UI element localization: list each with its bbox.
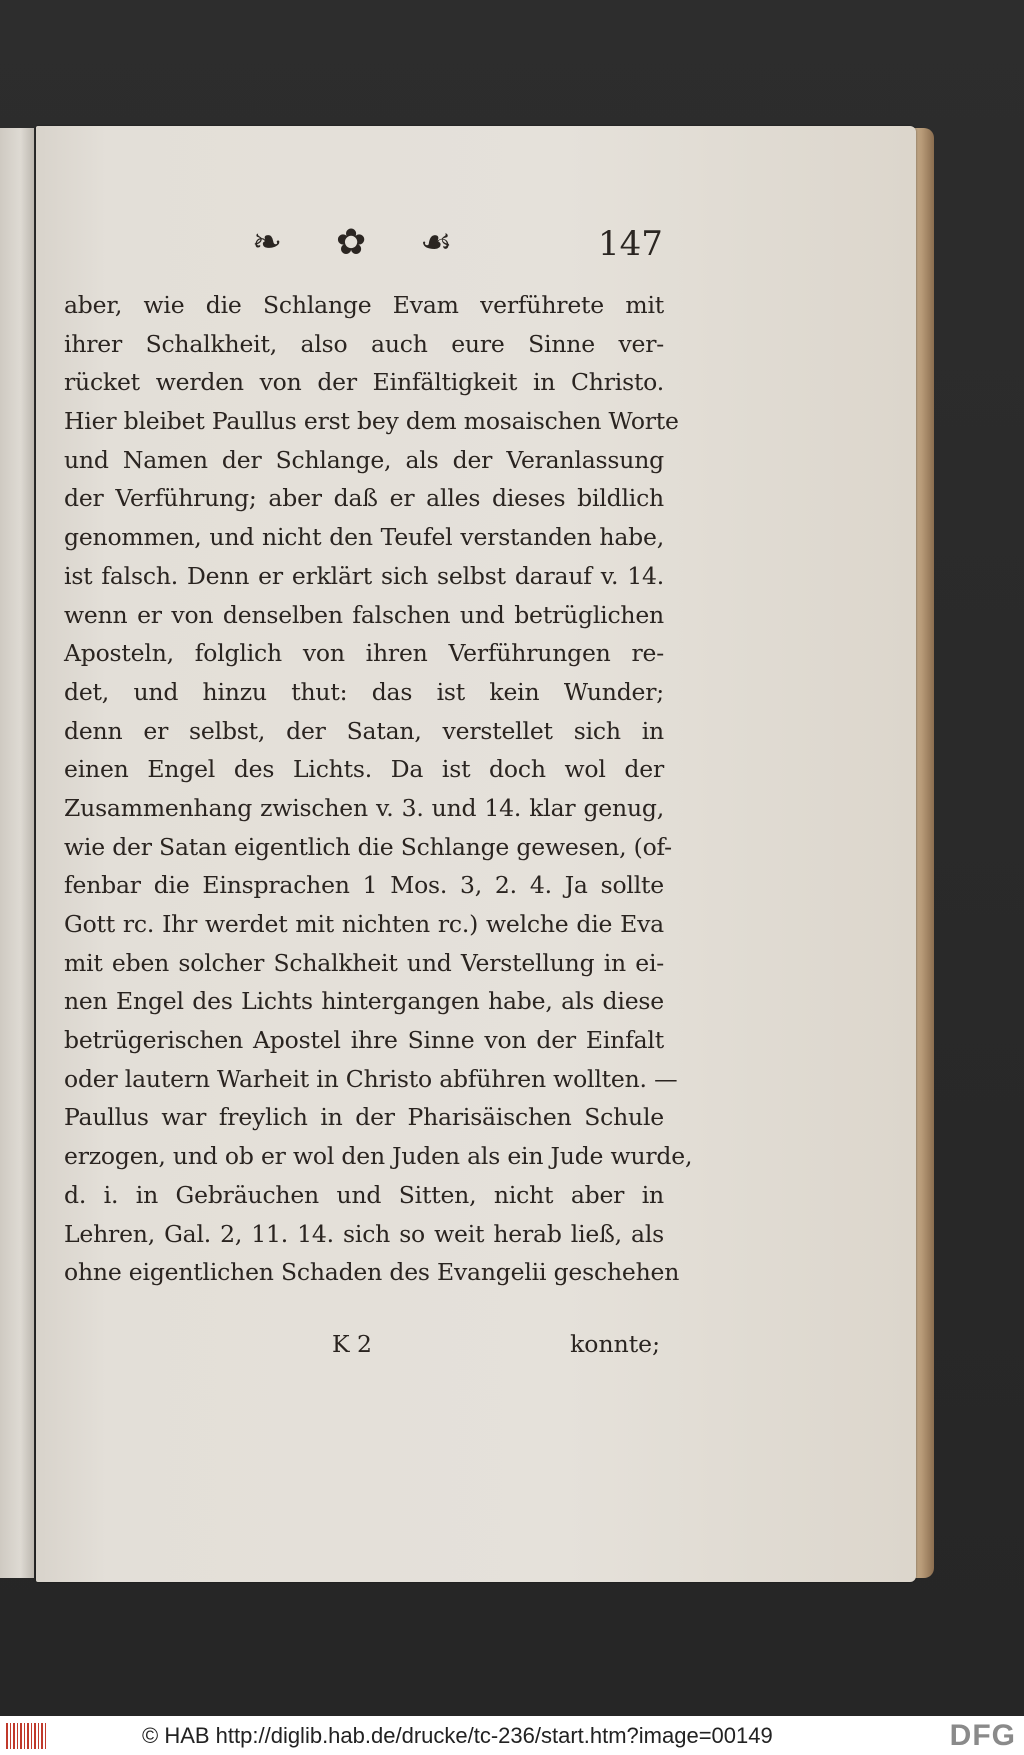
text-line: ihrer Schalkheit, also auch eure Sinne ver- [64, 329, 664, 358]
previous-page-edge [0, 128, 34, 1578]
text-line: einen Engel des Lichts. Da ist doch wol der [64, 755, 664, 784]
ornament-center-icon: ✿ [336, 222, 367, 263]
ornament-left-icon: ❧ [252, 222, 283, 263]
body-text [64, 286, 693, 1292]
text-line: wenn er von denselben falschen und betrüglichen [64, 600, 664, 629]
text-line: Aposteln, folglich von ihren Verführungen re- [64, 639, 664, 668]
viewer-footer-bar [0, 1716, 1024, 1755]
text-line: d. i. in Gebräuchen und Sitten, nicht aber in [64, 1180, 664, 1209]
page-header [240, 222, 660, 272]
text-line: betrügerischen Apostel ihre Sinne von der Einfalt [64, 1026, 664, 1055]
text-line: Hier bleibet Paullus erst bey dem mosaischen Worte [64, 407, 679, 436]
text-line: det, und hinzu thut: das ist kein Wunder; [64, 677, 664, 706]
dfg-logo: DFG [949, 1719, 1016, 1752]
text-line: erzogen, und ob er wol den Juden als ein Jude wurde, [64, 1142, 693, 1171]
page-footer [64, 1330, 664, 1370]
text-line: ohne eigentlichen Schaden des Evangelii geschehen [64, 1258, 680, 1287]
text-line: denn er selbst, der Satan, verstellet sich in [64, 716, 664, 745]
text-line: rücket werden von der Einfältigkeit in Christo. [64, 368, 664, 397]
text-line: genommen, und nicht den Teufel verstanden habe, [64, 523, 664, 552]
text-line: ist falsch. Denn er erklärt sich selbst darauf v. 14. [64, 561, 664, 590]
text-line: Zusammenhang zwischen v. 3. und 14. klar genug, [64, 793, 664, 822]
text-line: fenbar die Einsprachen 1 Mos. 3, 2. 4. Ja sollte [64, 871, 664, 900]
page-number: 147 [598, 224, 663, 264]
text-line: mit eben solcher Schalkheit und Verstellung in ei- [64, 948, 664, 977]
text-line: der Verführung; aber daß er alles dieses bildlich [64, 484, 664, 513]
text-line: oder lautern Warheit in Christo abführen wollten. — [64, 1064, 678, 1093]
text-line: Lehren, Gal. 2, 11. 14. sich so weit herab ließ, als [64, 1219, 664, 1248]
text-line: Gott rc. Ihr werdet mit nichten rc.) welche die Eva [64, 910, 664, 938]
copyright-url[interactable]: © HAB http://diglib.hab.de/drucke/tc-236/start.htm?image=00149 [142, 1723, 773, 1748]
text-line: und Namen der Schlange, als der Veranlassung [64, 445, 664, 474]
ornament-right-icon: ☙ [420, 222, 453, 263]
barcode-icon [6, 1723, 46, 1749]
text-line: Paullus war freylich in der Pharisäischen Schule [64, 1103, 664, 1132]
signature-mark: K 2 [332, 1330, 372, 1358]
text-line: nen Engel des Lichts hintergangen habe, als diese [64, 987, 664, 1016]
text-line: aber, wie die Schlange Evam verführete mit [64, 291, 664, 319]
catchword: konnte; [570, 1330, 660, 1358]
text-line: wie der Satan eigentlich die Schlange gewesen, (of- [64, 832, 672, 861]
